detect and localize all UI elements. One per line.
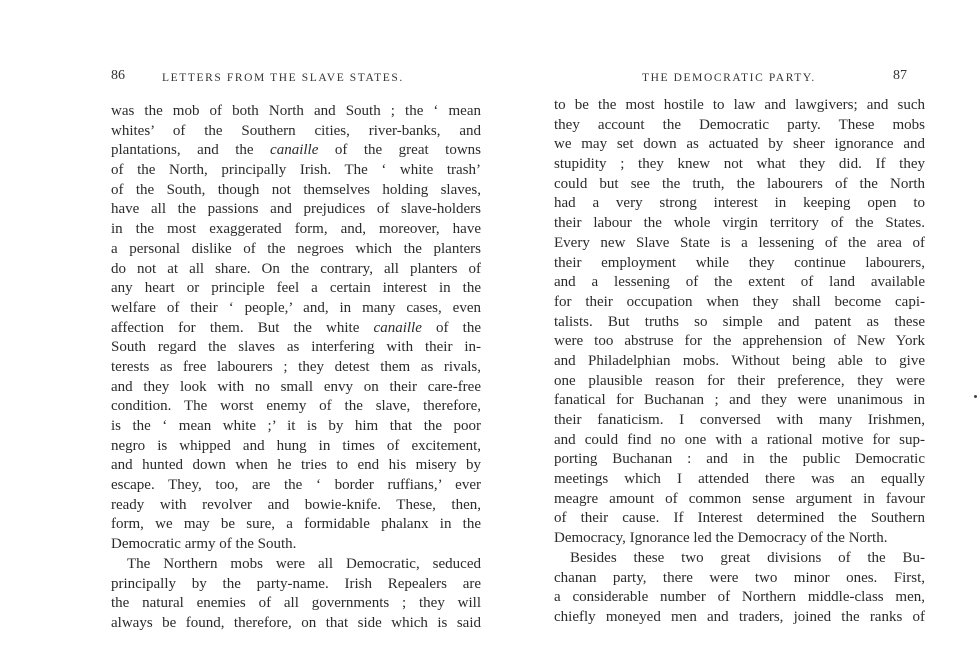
- text-line: Democratic army of the South.: [111, 536, 297, 553]
- text-line: their labour the whole virgin territory of the States.: [554, 215, 925, 232]
- body-text: [554, 96, 925, 628]
- text-line: were too abstruse for the apprehension of New York: [554, 333, 925, 350]
- body-text: [111, 102, 481, 634]
- text-line: chanan party, there were two minor ones. First,: [554, 569, 925, 586]
- running-header: THE DEMOCRATIC PARTY.: [642, 72, 816, 84]
- text-line: and could find no one with a rational motive for sup-: [554, 431, 925, 448]
- text-line: for their occupation when they shall become capi-: [554, 293, 925, 310]
- text-line: they account the Democratic party. These mobs: [554, 116, 925, 133]
- text-line: of their cause. If Interest determined the Southern: [554, 510, 925, 527]
- text-line: any heart or principle feel a certain interest in the: [111, 280, 481, 297]
- text-line: of the North, principally Irish. The ‘ white trash’: [111, 162, 481, 179]
- text-line: a considerable number of Northern middle-class men,: [554, 589, 925, 606]
- text-line: always be found, therefore, on that side which is said: [111, 614, 481, 631]
- right-page: [490, 0, 980, 668]
- running-header: LETTERS FROM THE SLAVE STATES.: [162, 72, 404, 84]
- text-line: their fanaticism. I conversed with many Irishmen,: [554, 412, 925, 428]
- text-line: affection for them. But the white canaille of the: [111, 319, 481, 336]
- text-line: the natural enemies of all governments ; they will: [111, 595, 481, 612]
- text-line: and a lessening of the extent of land available: [554, 274, 925, 291]
- text-line: plantations, and the canaille of the great towns: [111, 142, 481, 159]
- text-line: Besides these two great divisions of the Bu-: [570, 549, 925, 566]
- page-number: 87: [893, 68, 907, 83]
- text-line: is the ‘ mean white ;’ it is by him that the poor: [111, 418, 481, 434]
- text-line: and they look with no small envy on their care-free: [111, 378, 481, 395]
- text-line: form, we may be sure, a formidable phalanx in the: [111, 516, 481, 533]
- text-line: stupidity ; they knew not what they did. If they: [554, 156, 925, 173]
- text-line: escape. They, too, are the ‘ border ruffians,’ ever: [111, 477, 481, 494]
- text-line: chiefly moneyed men and traders, joined the ranks of: [554, 608, 925, 625]
- text-line: we may set down as actuated by sheer ignorance and: [554, 136, 925, 153]
- text-line: have all the passions and prejudices of slave-holders: [111, 201, 481, 218]
- text-line: negro is whipped and hung in times of excitement,: [111, 437, 481, 454]
- text-line: of the South, though not themselves holding slaves,: [111, 181, 481, 198]
- text-line: Democracy, Ignorance led the Democracy of the North.: [554, 530, 888, 547]
- text-line: could but see the truth, the labourers of the North: [554, 175, 925, 192]
- text-line: to be the most hostile to law and lawgivers; and such: [554, 97, 925, 113]
- text-line: and Philadelphian mobs. Without being able to give: [554, 352, 925, 369]
- page-number: 86: [111, 68, 125, 83]
- text-line: meagre amount of common sense argument in favour: [554, 490, 925, 507]
- text-line: do not at all share. On the contrary, all planters of: [111, 260, 481, 277]
- text-line: talists. But truths so simple and patent as these: [554, 313, 925, 330]
- text-line: principally by the party-name. Irish Repealers are: [111, 575, 481, 592]
- text-line: in the most exaggerated form, and, moreover, have: [111, 221, 481, 238]
- text-line: condition. The worst enemy of the slave, therefore,: [111, 398, 481, 415]
- text-line: South regard the slaves as interfering with their in-: [111, 339, 481, 356]
- text-line: and hunted down when he tries to end his misery by: [111, 457, 481, 474]
- text-line: fanatical for Buchanan ; and they were unanimous in: [554, 392, 925, 409]
- text-line: The Northern mobs were all Democratic, seduced: [127, 555, 481, 572]
- text-line: terests as free labourers ; they detest them as rivals,: [111, 358, 481, 375]
- text-line: Every new Slave State is a lessening of the area of: [554, 234, 925, 251]
- text-line: porting Buchanan : and in the public Democratic: [554, 451, 925, 468]
- text-line: meetings which I attended there was an equally: [554, 471, 925, 488]
- text-line: whites’ of the Southern cities, river-banks, and: [111, 122, 481, 139]
- scan-speck: [974, 395, 977, 398]
- text-line: a personal dislike of the negroes which the planters: [111, 240, 481, 257]
- text-line: welfare of their ‘ people,’ and, in many cases, even: [111, 299, 481, 316]
- text-line: one plausible reason for their preference, they were: [554, 372, 925, 389]
- text-line: was the mob of both North and South ; the ‘ mean: [111, 103, 481, 119]
- text-line: their employment while they continue labourers,: [554, 254, 925, 271]
- text-line: had a very strong interest in keeping open to: [554, 195, 925, 212]
- text-line: ready with revolver and bowie-knife. These, then,: [111, 496, 481, 513]
